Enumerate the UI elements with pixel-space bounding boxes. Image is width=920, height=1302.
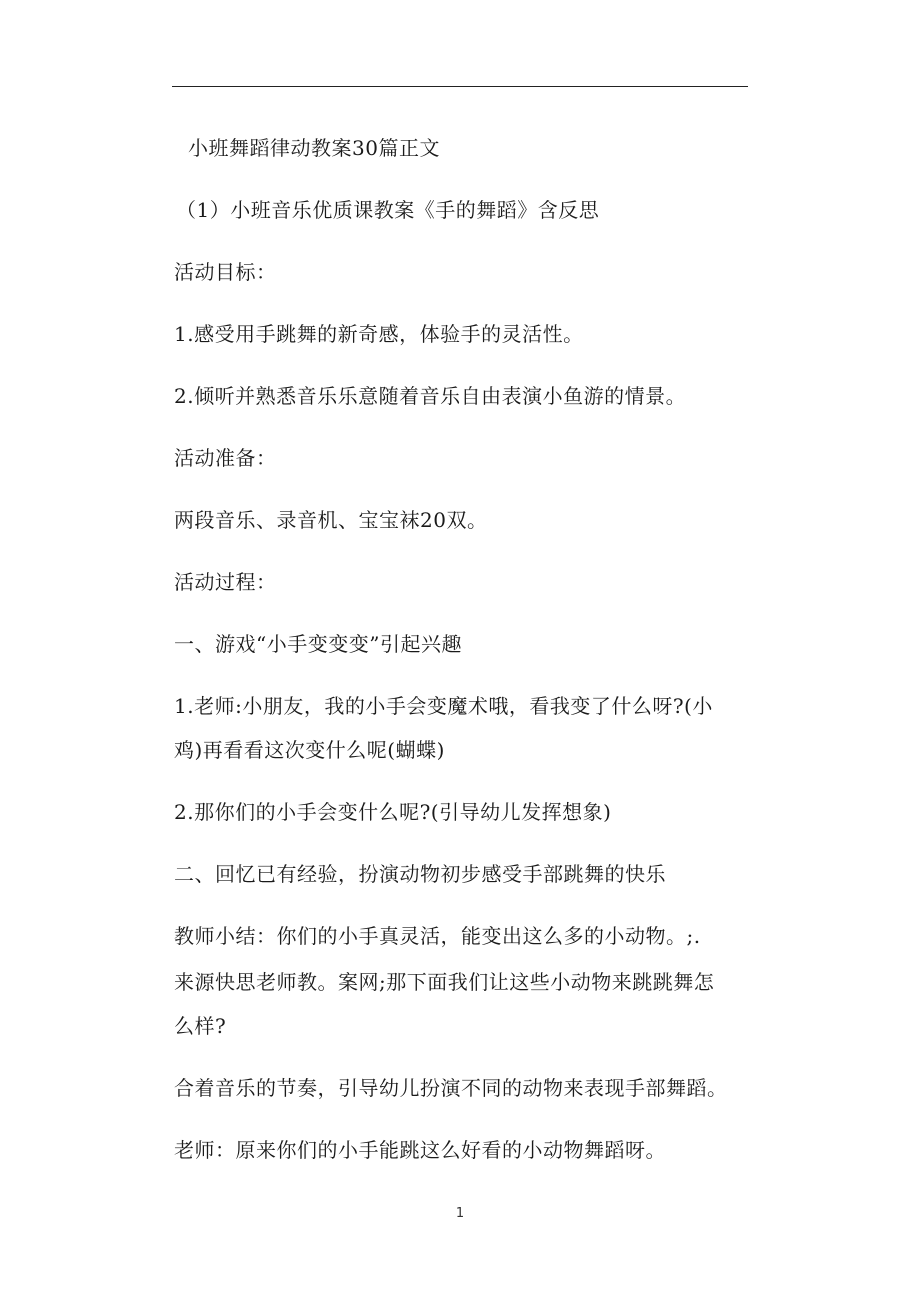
paragraph-line: 1.感受用手跳舞的新奇感，体验手的灵活性。	[174, 322, 584, 346]
paragraph-line: 鸡)再看看这次变什么呢(蝴蝶)	[174, 738, 445, 762]
paragraph-line: 来源快思老师教。案网;那下面我们让这些小动物来跳跳舞怎	[174, 970, 715, 994]
header-rule	[172, 86, 748, 87]
subheading-preparation: 活动准备：	[174, 446, 277, 470]
paragraph-line: 老师：原来你们的小手能跳这么好看的小动物舞蹈呀。	[174, 1138, 666, 1162]
paragraph-line: 合着音乐的节奏，引导幼儿扮演不同的动物来表现手部舞蹈。	[174, 1076, 728, 1100]
paragraph-line: 2.倾听并熟悉音乐乐意随着音乐自由表演小鱼游的情景。	[174, 384, 687, 408]
document-title: 小班舞蹈律动教案30篇正文	[188, 136, 440, 160]
paragraph-line: 两段音乐、录音机、宝宝袜20双。	[174, 508, 488, 532]
page-number: 1	[455, 1206, 465, 1221]
subheading-goals: 活动目标：	[174, 260, 277, 284]
paragraph-line: 1.老师:小朋友，我的小手会变魔术哦，看我变了什么呀?(小	[174, 694, 713, 718]
section-heading: （1）小班音乐优质课教案《手的舞蹈》含反思	[176, 198, 600, 222]
paragraph-line: 一、游戏“小手变变变”引起兴趣	[174, 632, 462, 656]
paragraph-line: 教师小结：你们的小手真灵活，能变出这么多的小动物。;.	[174, 924, 701, 948]
paragraph-line: 2.那你们的小手会变什么呢?(引导幼儿发挥想象)	[174, 800, 612, 824]
paragraph-line: 二、回忆已有经验，扮演动物初步感受手部跳舞的快乐	[174, 862, 666, 886]
subheading-process: 活动过程：	[174, 570, 277, 594]
paragraph-line: 么样?	[174, 1014, 227, 1038]
